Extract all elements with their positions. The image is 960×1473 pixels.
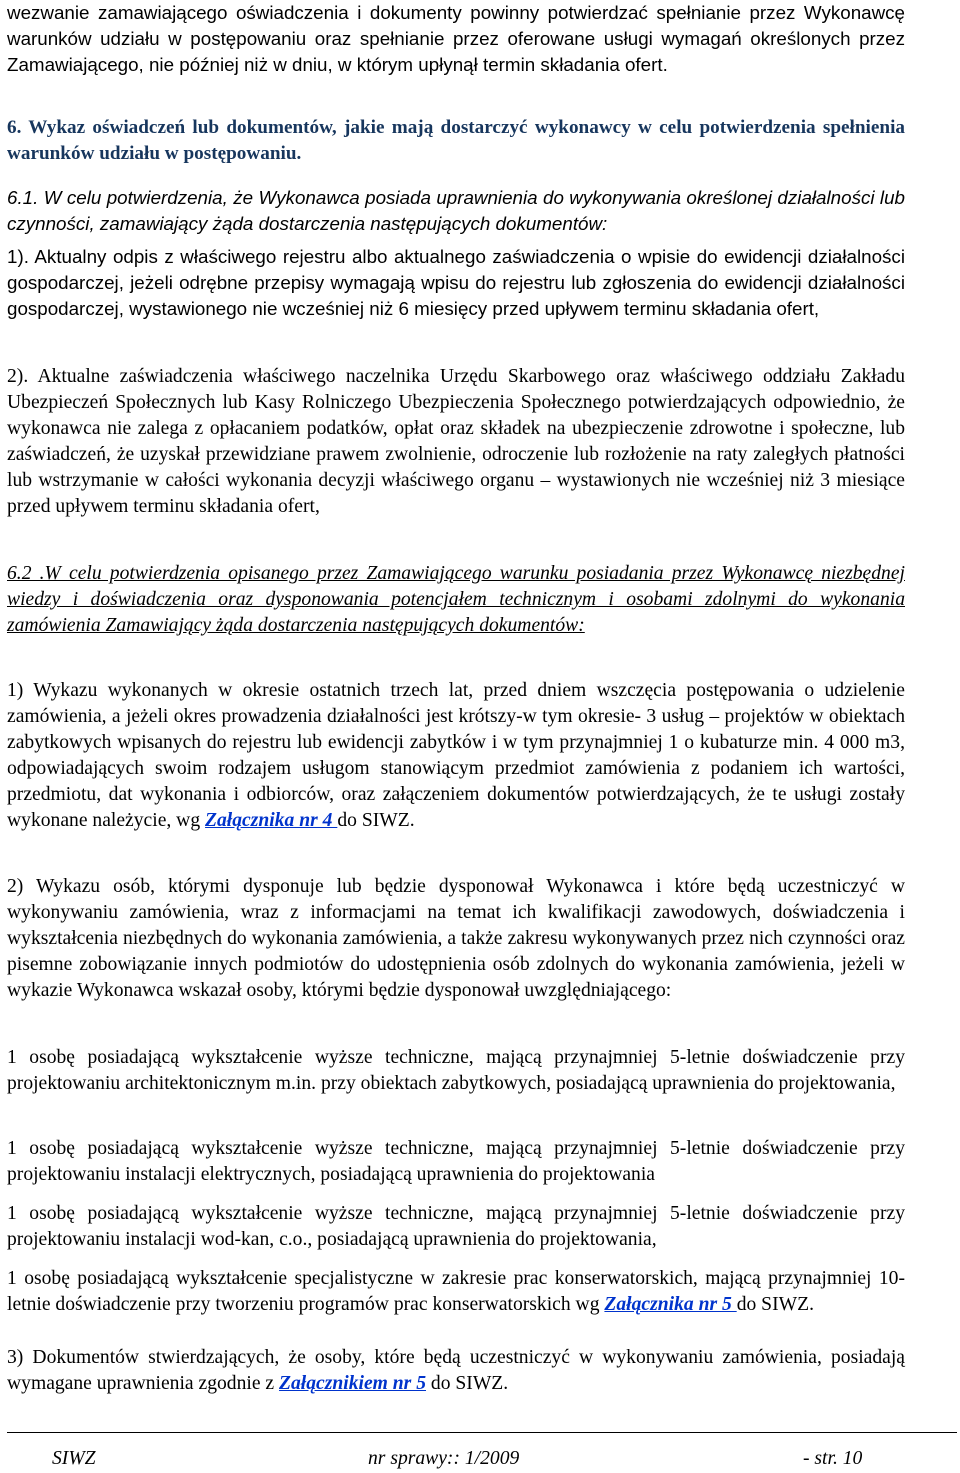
attachment-5-link[interactable]: Załącznika nr 5 [604,1294,737,1315]
footer-divider [7,1432,957,1433]
footer-case-number: nr sprawy:: 1/2009 [368,1448,520,1469]
person-requirement-3: 1 osobę posiadającą wykształcenie wyższe techniczne, mającą przynajmniej 5-letnie doświadczenie przy projektowaniu instalacji wod-kan, c.o., posiadającą uprawnienia do projektowania, [7,1203,905,1250]
footer-doc-name: SIWZ [52,1448,96,1469]
section-6-1-heading: 6.1. W celu potwierdzenia, że Wykonawca posiada uprawnienia do wykonywania określonej działalności lub czynności, zamawiający żąda dostarczenia następujących dokumentów: [7,187,905,234]
person-requirement-4 [7,1266,905,1318]
attachment-4-link[interactable]: Załącznika nr 4 [205,810,338,831]
person-4-suffix: do SIWZ. [736,1294,814,1315]
section-6-2-item-2: 2) Wykazu osób, którymi dysponuje lub będzie dysponował Wykonawca i które będą uczestniczyć w wykonywaniu zamówienia, wraz z informacjami na temat ich kwalifikacji zawodowych, doświadczenia i wykształcenia niezbędnych do wykonania zamówienia, a także zakresu wykonywanych przez nich czynności oraz pisemne zobowiązanie innych podmiotów do udostępnienia osób zdolnych do wykonania zamówienia, jeżeli w wykazie Wykonawca wskazał osoby, którymi będzie dysponował uwzględniającego: [7,876,905,1001]
section-6-1-item-1: 1). Aktualny odpis z właściwego rejestru albo aktualnego zaświadczenia o wpisie do ewidencji działalności gospodarczej, jeżeli odrębne przepisy wymagają wpisu do rejestru lub zgłoszenia do ewidencji działalności gospodarczej, wystawionego nie wcześniej niż 6 miesięcy przed upływem terminu składania ofert, [7,246,905,319]
item-3-text: 3) Dokumentów stwierdzających, że osoby, które będą uczestniczyć w wykonywaniu zamówienia, posiadają wymagane uprawnienia zgodnie z [7,1347,905,1394]
item-3-suffix: do SIWZ. [426,1373,509,1394]
section-6-2-item-1 [7,678,905,834]
intro-paragraph: wezwanie zamawiającego oświadczenia i dokumenty powinny potwierdzać spełnianie przez Wykonawcę warunków udziału w postępowaniu oraz spełnianie przez oferowane usługi wymagań określonych przez Zamawiającego, nie później niż w dniu, w którym upłynął termin składania ofert. [7,2,905,75]
section-6-heading: 6. Wykaz oświadczeń lub dokumentów, jakie mają dostarczyć wykonawcy w celu potwierdzenia spełnienia warunków udziału w postępowaniu. [7,117,905,164]
section-6-2-heading: 6.2 .W celu potwierdzenia opisanego przez Zamawiającego warunku posiadania przez Wykonawcę niezbędnej wiedzy i doświadczenia oraz dysponowania potencjałem technicznym i osobami zdolnymi do wykonania zamówienia Zamawiający żąda dostarczenia następujących dokumentów: [7,563,905,636]
footer-page-number: - str. 10 [803,1448,863,1469]
person-requirement-1: 1 osobę posiadającą wykształcenie wyższe techniczne, mającą przynajmniej 5-letnie doświadczenie przy projektowaniu architektonicznym m.in. przy obiektach zabytkowych, posiadającą uprawnienia do projektowania, [7,1047,905,1094]
person-4-text: 1 osobę posiadającą wykształcenie specjalistyczne w zakresie prac konserwatorskich, mającą przynajmniej 10-letnie doświadczenie przy tworzeniu programów prac konserwatorskich wg [7,1268,905,1315]
item-1-suffix: do SIWZ. [337,810,415,831]
attachment-5-link-2[interactable]: Załącznikiem nr 5 [279,1373,426,1394]
section-6-2-item-3 [7,1345,905,1397]
person-requirement-2: 1 osobę posiadającą wykształcenie wyższe techniczne, mającą przynajmniej 5-letnie doświadczenie przy projektowaniu instalacji elektrycznych, posiadającą uprawnienia do projektowania [7,1138,905,1185]
section-6-1-item-2: 2). Aktualne zaświadczenia właściwego naczelnika Urzędu Skarbowego oraz właściwego oddziału Zakładu Ubezpieczeń Społecznych lub Kasy Rolniczego Ubezpieczenia Społecznego potwierdzających odpowiednio, że wykonawca nie zalega z opłacaniem podatków, opłat oraz składek na ubezpieczenie zdrowotne i społeczne, lub zaświadczeń, że uzyskał przewidziane prawem zwolnienie, odroczenie lub rozłożenie na raty zaległych płatności lub wstrzymanie w całości wykonania decyzji właściwego organu – wystawionych nie wcześniej niż 3 miesiące przed upływem terminu składania ofert, [7,366,905,517]
item-1-text: 1) Wykazu wykonanych w okresie ostatnich trzech lat, przed dniem wszczęcia postępowania o udzielenie zamówienia, a jeżeli okres prowadzenia działalności jest krótszy-w tym okresie- 3 usług – projektów w obiektach zabytkowych wpisanych do rejestru lub ewidencji zabytków i w tym przynajmniej 1 o kubaturze min. 4 000 m3, odpowiadających swoim rodzajem usługom stanowiącym przedmiot zamówienia z podaniem ich wartości, przedmiotu, dat wykonania i odbiorców, oraz załączeniem dokumentów potwierdzających, że te usługi zostały wykonane należycie, wg [7,680,905,831]
